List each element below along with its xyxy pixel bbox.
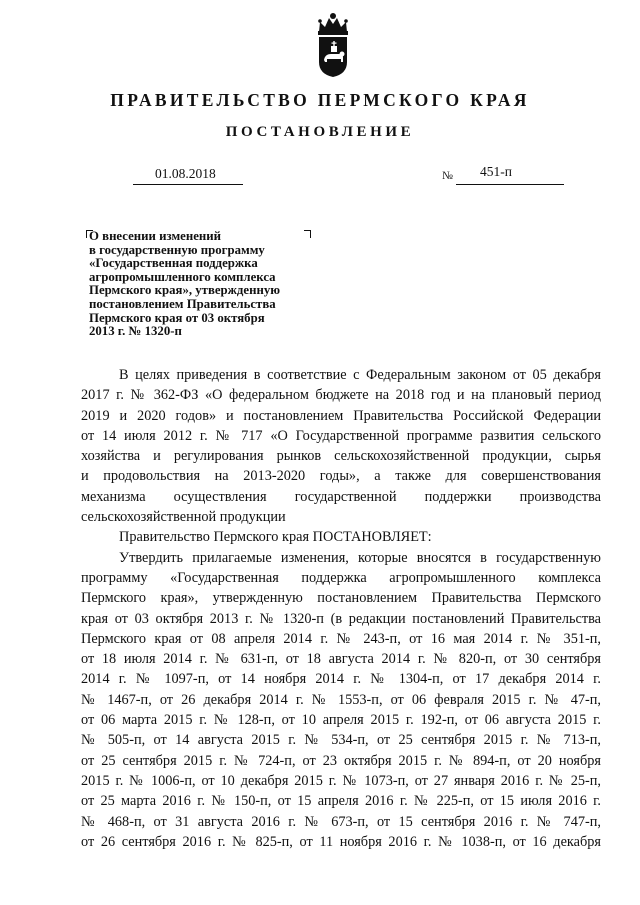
document-date: 01.08.2018 — [155, 166, 216, 181]
body-line: механизма осуществления государственной поддержки производства — [81, 488, 601, 505]
document-number: 451-п — [480, 164, 512, 179]
subject-line: Пермского края», утвержденную — [89, 283, 281, 298]
body-line: 2015 г. № 1006-п, от 10 декабря 2015 г. № 1073-п, от 27 января 2016 г. № 25-п, — [81, 772, 601, 789]
body-line: хозяйства и регулирования рынков сельскохозяйственной продукции, сырья — [81, 448, 601, 465]
subject-line: в государственную программу — [89, 242, 265, 257]
body-line: Правительство Пермского края ПОСТАНОВЛЯЕТ: — [119, 529, 432, 546]
body-line: 2017 г. № 362-ФЗ «О федеральном бюджете на 2018 год и на плановый период — [81, 387, 601, 404]
body-line: В целях приведения в соответствие с Федеральным законом от 05 декабря — [119, 367, 601, 383]
body-line: 2014 г. № 1097-п, от 14 ноября 2014 г. № 1304-п, от 17 декабря 2014 г. — [81, 671, 601, 688]
body-line: края от 03 октября 2013 г. № 1320-п (в редакции постановлений Правительства — [81, 610, 601, 627]
body-line: и продовольствия на 2013-2020 годы», а также для совершенствования — [81, 468, 601, 485]
body-line: от 18 июля 2014 г. № 631-п, от 18 августа 2014 г. № 820-п, от 30 сентября — [81, 651, 601, 668]
subject-line: постановлением Правительства — [89, 296, 276, 311]
body-line: № 468-п, от 31 августа 2016 г. № 673-п, от 15 сентября 2016 г. № 747-п, — [81, 813, 601, 830]
subject-line: 2013 г. № 1320-п — [89, 324, 182, 339]
body-line: № 505-п, от 14 августа 2015 г. № 534-п, от 25 сентября 2015 г. № 713-п, — [81, 732, 601, 749]
body-line: Пермского края от 08 апреля 2014 г. № 243-п, от 16 мая 2014 г. № 351-п, — [81, 630, 601, 647]
subject-line: О внесении изменений — [89, 229, 222, 243]
body-line: от 25 марта 2016 г. № 150-п, от 15 апреля 2016 г. № 225-п, от 15 июля 2016 г. — [81, 793, 601, 810]
body-line: сельскохозяйственной продукции — [81, 509, 286, 526]
body-line: от 26 сентября 2016 г. № 825-п, от 11 ноября 2016 г. № 1038-п, от 16 декабря — [81, 833, 601, 850]
body-line: от 14 июля 2012 г. № 717 «О Государственной программе развития сельского — [81, 427, 601, 444]
subject-line: «Государственная поддержка — [89, 256, 258, 271]
government-name: ПРАВИТЕЛЬСТВО ПЕРМСКОГО КРАЯ — [110, 90, 530, 110]
body-line: № 1467-п, от 26 декабря 2014 г. № 1553-п, от 06 февраля 2015 г. № 47-п, — [81, 691, 601, 708]
body-line: от 25 сентября 2015 г. № 724-п, от 23 октября 2015 г. № 894-п, от 20 ноября — [81, 752, 601, 769]
body-line: программу «Государственная поддержка агропромышленного комплекса — [81, 569, 601, 586]
number-field — [456, 166, 564, 185]
date-field — [133, 166, 243, 185]
body-line: Утвердить прилагаемые изменения, которые вносятся в государственную — [119, 549, 601, 566]
subject-line: агропромышленного комплекса — [89, 269, 276, 284]
body-line: Пермского края», утвержденную постановлением Правительства Пермского — [81, 590, 601, 607]
body-line: от 06 марта 2015 г. № 128-п, от 10 апреля 2015 г. 192-п, от 06 августа 2015 г. — [81, 712, 601, 729]
body-line: 2019 и 2020 годов» и постановлением Правительства Российской Федерации — [81, 407, 601, 424]
document-subject — [89, 230, 329, 339]
subject-line: Пермского края от 03 октября — [89, 310, 265, 325]
perm-krai-coat-of-arms-icon — [313, 10, 353, 78]
document-body — [81, 365, 601, 852]
document-type: ПОСТАНОВЛЕНИЕ — [225, 124, 415, 140]
number-sign: № — [442, 170, 453, 182]
